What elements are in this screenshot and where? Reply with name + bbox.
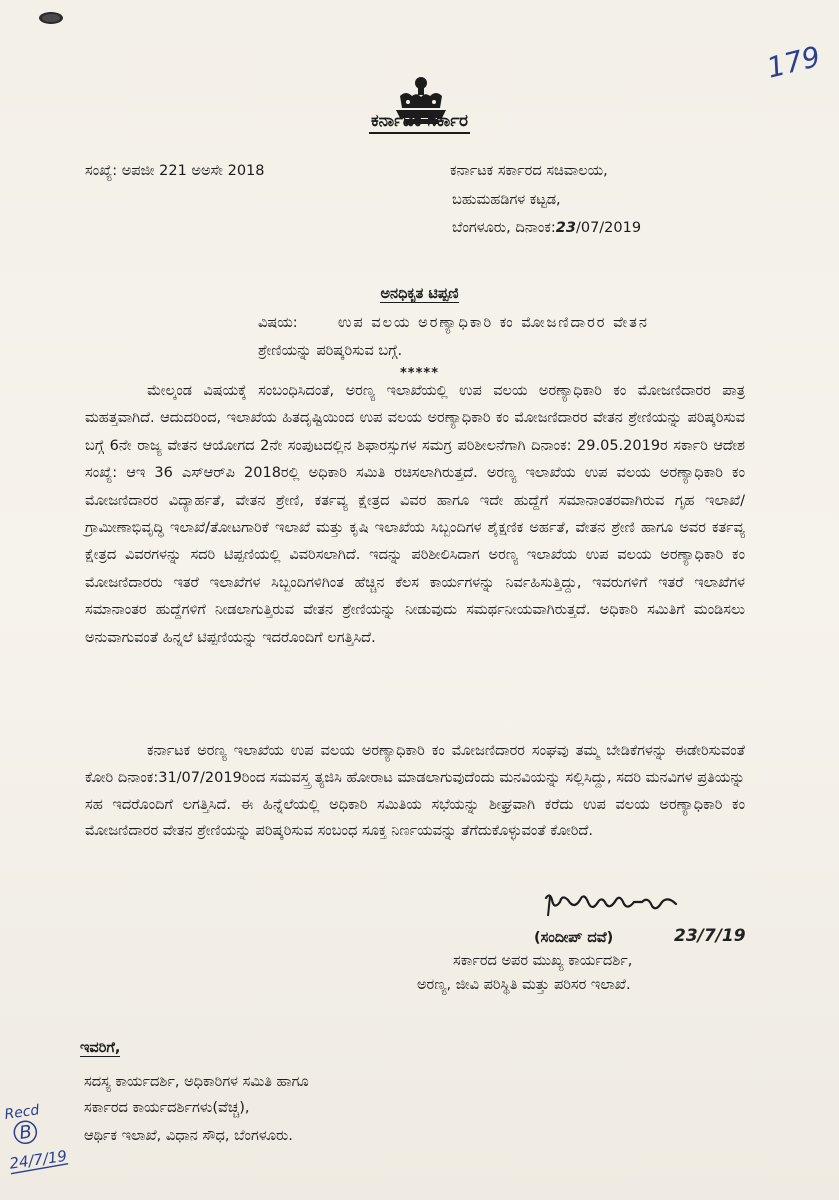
body-paragraph-2: ಕರ್ನಾಟಕ ಅರಣ್ಯ ಇಲಾಖೆಯ ಉಪ ವಲಯ ಅರಣ್ಯಾಧಿಕಾರಿ ಕಂ ಮೋಜಣಿದಾರರ ಸಂಘವು ತಮ್ಮ ಬೇಡಿಕೆಗಳನ್ನು ಈಡೇರಿಸುವಂತೆ ಕೋರಿ ದಿನಾಂಕ:31/07/2019ರಿಂದ ಸಮವಸ್ತ್ರ ತ್ಯಜಿಸಿ ಹೋರಾಟ ಮಾಡಲಾಗುವುದೆಂದು ಮನವಿಯನ್ನು ಸಲ್ಲಿಸಿದ್ದು, ಸದರಿ ಮನವಿಗಳ ಪ್ರತಿಯನ್ನು ಸಹ ಇದರೊಂದಿಗೆ ಲಗತ್ತಿಸಿದೆ. ಈ ಹಿನ್ನೆಲೆಯಲ್ಲಿ ಅಧಿಕಾರಿ ಸಮಿತಿಯ ಸಭೆಯನ್ನು ಶೀಘ್ರವಾಗಿ ಕರೆದು ಉಪ ವಲಯ ಅರಣ್ಯಾಧಿಕಾರಿ ಕಂ ಮೋಜಣಿದಾರರ ವೇತನ ಶ್ರೇಣಿಯನ್ನು ಪರಿಷ್ಕರಿಸುವ ಸಂಬಂಧ ಸೂಕ್ತ ನಿರ್ಣಯವನ್ನು ತೆಗೆದುಕೊಳ್ಳುವಂತೆ ಕೋರಿದೆ. (85, 743, 745, 840)
page-number-handwritten (760, 28, 839, 88)
signatory-name: (ಸಂದೀಪ್ ದವೆ) (534, 930, 614, 946)
punch-hole-mark (36, 8, 66, 28)
document-date (452, 220, 641, 236)
office-address-line2: ಬಹುಮಹಡಿಗಳ ಕಟ್ಟಡ, (452, 192, 561, 208)
signature-date-handwritten: 23/7/19 (674, 926, 746, 946)
reference-number: ಸಂಖ್ಯೆ: ಅಪಜೀ 221 ಅಅಸೇ 2018 (85, 163, 265, 179)
note-heading: ಅನಧಿಕೃತ ಟಿಪ್ಪಣಿ (380, 286, 459, 302)
subject-label: ವಿಷಯ: (258, 315, 298, 331)
body-paragraph-1: ಮೇಲ್ಕಂಡ ವಿಷಯಕ್ಕೆ ಸಂಬಂಧಿಸಿದಂತೆ, ಅರಣ್ಯ ಇಲಾಖೆಯಲ್ಲಿ ಉಪ ವಲಯ ಅರಣ್ಯಾಧಿಕಾರಿ ಕಂ ಮೋಜಣಿದಾರರ ಪಾತ್ರ ಮಹತ್ತವಾಗಿದೆ. ಆದುದರಿಂದ, ಇಲಾಖೆಯ ಹಿತದೃಷ್ಟಿಯಿಂದ ಉಪ ವಲಯ ಅರಣ್ಯಾಧಿಕಾರಿ ಕಂ ಮೋಜಣಿದಾರರ ವೇತನ ಶ್ರೇಣಿಯನ್ನು ಪರಿಷ್ಕರಿಸುವ ಬಗ್ಗೆ 6ನೇ ರಾಜ್ಯ ವೇತನ ಆಯೋಗದ 2ನೇ ಸಂಪುಟದಲ್ಲಿನ ಶಿಫಾರಸ್ಸುಗಳ ಸಮಗ್ರ ಪರಿಶೀಲನೆಗಾಗಿ ದಿನಾಂಕ: 29.05.2019ರ ಸರ್ಕಾರಿ ಆದೇಶ ಸಂಖ್ಯೆ: ಆಇ 36 ಎಸ್‌ಆರ್‌ಪಿ 2018ರಲ್ಲಿ ಅಧಿಕಾರಿ ಸಮಿತಿ ರಚಿಸಲಾಗಿರುತ್ತದೆ. ಅರಣ್ಯ ಇಲಾಖೆಯ ಉಪ ವಲಯ ಅರಣ್ಯಾಧಿಕಾರಿ ಕಂ ಮೋಜಣಿದಾರರ ವಿದ್ಯಾರ್ಹತೆ, ವೇತನ ಶ್ರೇಣಿ, ಕರ್ತವ್ಯ ಕ್ಷೇತ್ರದ ವಿವರ ಹಾಗೂ ಇದೇ ಹುದ್ದೆಗೆ ಸಮಾನಾಂತರವಾಗಿರುವ ಗೃಹ ಇಲಾಖೆ/ಗ್ರಾಮೀಣಾಭಿವೃದ್ಧಿ ಇಲಾಖೆ/ತೋಟಗಾರಿಕೆ ಇಲಾಖೆ ಮತ್ತು ಕೃಷಿ ಇಲಾಖೆಯ ಸಿಬ್ಬಂದಿಗಳ ಶೈಕ್ಷಣಿಕ ಅರ್ಹತೆ, ವೇತನ ಶ್ರೇಣಿ ಹಾಗೂ ಅವರ ಕರ್ತವ್ಯ ಕ್ಷೇತ್ರದ ವಿವರಗಳನ್ನು ಸದರಿ ಟಿಪ್ಪಣಿಯಲ್ಲಿ ವಿವರಿಸಲಾಗಿದೆ. ಇದನ್ನು ಪರಿಶೀಲಿಸಿದಾಗ ಅರಣ್ಯ ಇಲಾಖೆಯ ಉಪ ವಲಯ ಅರಣ್ಯಾಧಿಕಾರಿ ಕಂ ಮೋಜಣಿದಾರರು ಇತರೆ ಇಲಾಖೆಗಳ ಸಿಬ್ಬಂದಿಗಳಿಗಿಂತ ಹೆಚ್ಚಿನ ಕೆಲಸ ಕಾರ್ಯಗಳನ್ನು ನಿರ್ವಹಿಸುತ್ತಿದ್ದು, ಇವರುಗಳಿಗೆ ಇತರೆ ಇಲಾಖೆಗಳ ಸಮಾನಾಂತರ ಹುದ್ದೆಗಳಿಗೆ ನೀಡಲಾಗುತ್ತಿರುವ ವೇತನ ಶ್ರೇಣಿಯನ್ನು ನೀಡುವುದು ಸಮರ್ಥನೀಯವಾಗಿರುತ್ತದೆ. ಅಧಿಕಾರಿ ಸಮಿತಿಗೆ ಮಂಡಿಸಲು ಅನುವಾಗುವಂತೆ ಹಿನ್ನಲೆ ಟಿಪ್ಪಣಿಯನ್ನು ಇದರೊಂದಿಗೆ ಲಗತ್ತಿಸಿದೆ. (85, 383, 745, 646)
date-month-year: /07/2019 (575, 220, 642, 236)
date-day-handwritten: 23 (555, 220, 576, 236)
office-address-line1: ಕರ್ನಾಟಕ ಸರ್ಕಾರದ ಸಚಿವಾಲಯ, (450, 163, 608, 179)
recipient-line1: ಸದಸ್ಯ ಕಾರ್ಯದರ್ಶಿ, ಅಧಿಕಾರಿಗಳ ಸಮಿತಿ ಹಾಗೂ (84, 1074, 309, 1090)
signatory-designation-line2: ಅರಣ್ಯ, ಜೀವಿ ಪರಿಸ್ಥಿತಿ ಮತ್ತು ಪರಿಸರ ಇಲಾಖೆ. (417, 977, 631, 993)
recipient-line2: ಸರ್ಕಾರದ ಕಾರ್ಯದರ್ಶಿಗಳು(ವೆಚ್ಚ), (84, 1100, 250, 1116)
separator-stars: ***** (400, 366, 439, 381)
svg-text:Recd: Recd (3, 1102, 41, 1123)
received-margin-note (2, 1092, 82, 1180)
subject-line1: ಉಪ ವಲಯ ಅರಣ್ಯಾಧಿಕಾರಿ ಕಂ ಮೋಜಣಿದಾರರ ವೇತನ (338, 315, 649, 331)
recipient-line3: ಆರ್ಥಿಕ ಇಲಾಖೆ, ವಿಧಾನ ಸೌಧ, ಬೆಂಗಳೂರು. (84, 1128, 293, 1144)
date-prefix: ಬೆಂಗಳೂರು, ದಿನಾಂಕ: (452, 220, 556, 236)
svg-text:24/7/19: 24/7/19 (8, 1146, 69, 1173)
document-title: ಕರ್ನಾಟಕ ಸರ್ಕಾರ (0, 111, 839, 131)
handwritten-signature (540, 888, 690, 924)
svg-text:179: 179 (763, 39, 824, 85)
signatory-designation-line1: ಸರ್ಕಾರದ ಅಪರ ಮುಖ್ಯ ಕಾರ್ಯದರ್ಶಿ, (453, 953, 633, 969)
recipients-label: ಇವರಿಗೆ, (80, 1040, 121, 1056)
subject-line2: ಶ್ರೇಣಿಯನ್ನು ಪರಿಷ್ಕರಿಸುವ ಬಗ್ಗೆ. (258, 343, 403, 359)
svg-text:B: B (17, 1121, 34, 1145)
